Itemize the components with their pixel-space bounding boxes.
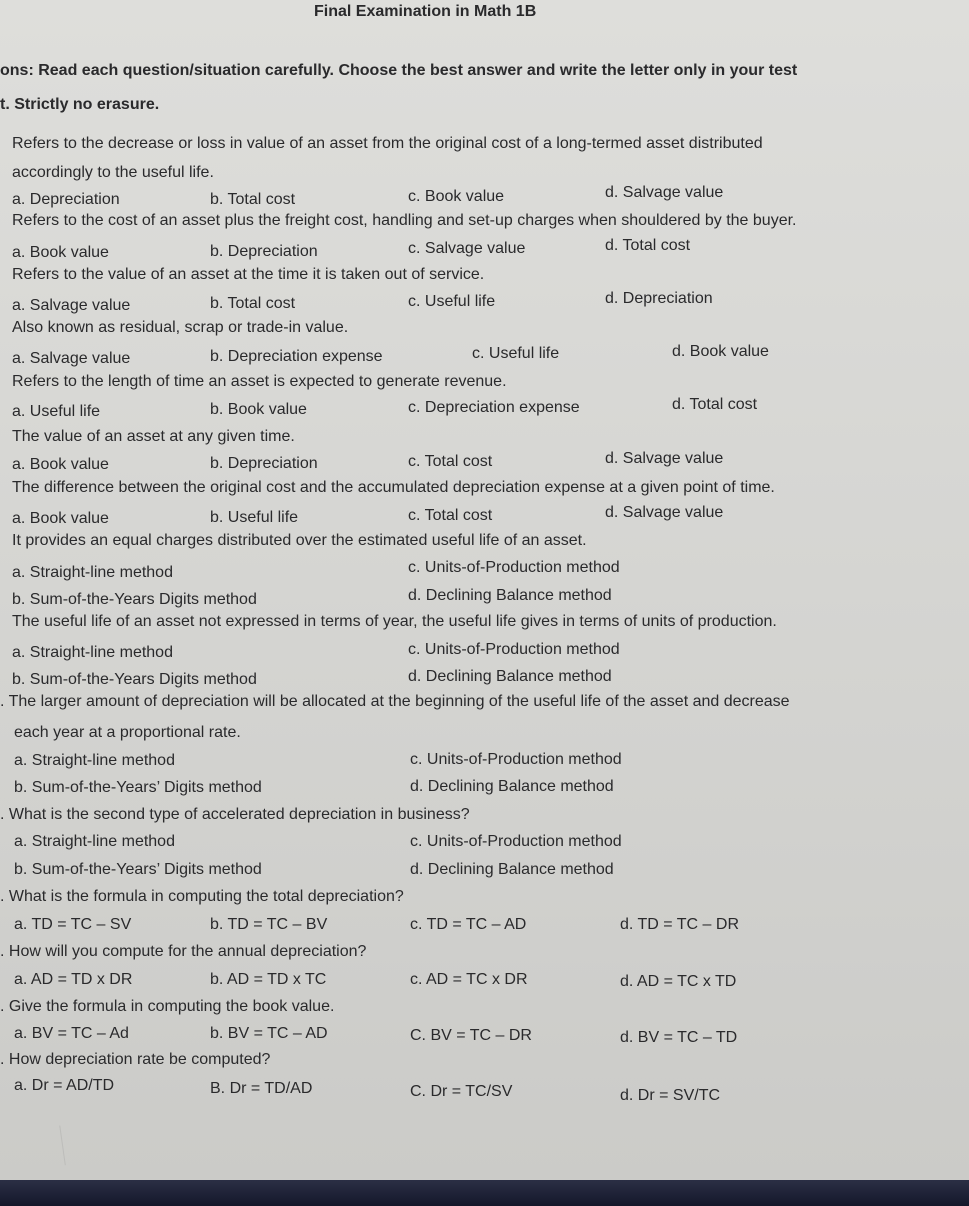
option-c: c. AD = TC x DR (410, 971, 528, 988)
question-stem: each year at a proportional rate. (14, 724, 241, 741)
option-b: b. Total cost (210, 295, 296, 312)
question-stem: . How depreciation rate be computed? (0, 1051, 271, 1068)
page-title: Final Examination in Math 1B (314, 3, 537, 20)
option-d: d. Declining Balance method (410, 861, 614, 878)
option-b: b. Sum-of-the-Years Digits method (12, 591, 257, 608)
option-d: d. Total cost (605, 237, 691, 254)
option-b: b. Sum-of-the-Years’ Digits method (14, 861, 262, 878)
option-c: c. Units-of-Production method (410, 833, 622, 850)
option-d: d. TD = TC – DR (620, 916, 739, 933)
question-stem: Refers to the cost of an asset plus the freight cost, handling and set-up charges when shouldered by the buyer. (12, 212, 797, 229)
option-c: C. BV = TC – DR (410, 1027, 532, 1044)
option-a: a. Salvage value (12, 350, 131, 367)
option-c: c. Useful life (408, 293, 496, 310)
option-b: b. Depreciation (210, 243, 318, 260)
option-a: a. Depreciation (12, 191, 120, 208)
option-c: c. Book value (408, 188, 505, 205)
option-a: a. Salvage value (12, 297, 131, 314)
option-d: d. AD = TC x TD (620, 973, 737, 990)
option-a: a. Straight-line method (14, 833, 175, 850)
question-stem: . What is the second type of accelerated depreciation in business? (0, 806, 470, 823)
question-stem: The difference between the original cost and the accumulated depreciation expense at a given point of time. (12, 479, 775, 496)
option-a: a. Straight-line method (14, 752, 175, 769)
option-c: c. Total cost (408, 507, 493, 524)
option-c: c. Units-of-Production method (408, 641, 620, 658)
question-stem: . Give the formula in computing the book value. (0, 998, 335, 1015)
question-stem: . How will you compute for the annual depreciation? (0, 943, 367, 960)
option-b: b. TD = TC – BV (210, 916, 328, 933)
instructions-line-2: t. Strictly no erasure. (0, 96, 160, 113)
question-stem: The useful life of an asset not expressed in terms of year, the useful life gives in terms of units of production. (12, 613, 777, 630)
question-stem: . What is the formula in computing the total depreciation? (0, 888, 404, 905)
option-b: B. Dr = TD/AD (210, 1080, 313, 1097)
option-b: b. Useful life (210, 509, 299, 526)
option-c: c. Salvage value (408, 240, 526, 257)
option-a: a. Straight-line method (12, 564, 173, 581)
option-b: b. Sum-of-the-Years’ Digits method (14, 779, 262, 796)
option-d: d. BV = TC – TD (620, 1029, 738, 1046)
option-c: C. Dr = TC/SV (410, 1083, 513, 1100)
option-d: d. Declining Balance method (408, 587, 612, 604)
option-a: a. Book value (12, 456, 109, 473)
option-d: d. Salvage value (605, 504, 724, 521)
option-c: c. TD = TC – AD (410, 916, 527, 933)
option-a: a. Book value (12, 244, 109, 261)
bottom-edge-strip (0, 1180, 969, 1206)
option-d: d. Declining Balance method (408, 668, 612, 685)
question-stem: Refers to the value of an asset at the time it is taken out of service. (12, 266, 485, 283)
pen-mark (59, 1125, 71, 1166)
option-a: a. AD = TD x DR (14, 971, 133, 988)
option-b: b. AD = TD x TC (210, 971, 327, 988)
option-b: b. Depreciation expense (210, 348, 383, 365)
option-d: d. Book value (672, 343, 769, 360)
question-stem: . The larger amount of depreciation will be allocated at the beginning of the useful life of the asset and decrease (0, 693, 790, 710)
option-c: c. Useful life (472, 345, 560, 362)
question-stem: accordingly to the useful life. (12, 164, 214, 181)
option-d: d. Dr = SV/TC (620, 1087, 721, 1104)
instructions-line-1: ons: Read each question/situation carefully. Choose the best answer and write the letter only in your test (0, 62, 798, 79)
option-d: d. Depreciation (605, 290, 713, 307)
option-c: c. Depreciation expense (408, 399, 580, 416)
option-a: a. Straight-line method (12, 644, 173, 661)
question-stem: Refers to the decrease or loss in value of an asset from the original cost of a long-termed asset distributed (12, 135, 763, 152)
question-stem: Refers to the length of time an asset is expected to generate revenue. (12, 373, 507, 390)
option-b: b. Sum-of-the-Years Digits method (12, 671, 257, 688)
option-a: a. TD = TC – SV (14, 916, 132, 933)
option-d: d. Declining Balance method (410, 778, 614, 795)
option-d: d. Salvage value (605, 184, 724, 201)
option-a: a. Useful life (12, 403, 101, 420)
option-b: b. Depreciation (210, 455, 318, 472)
option-d: d. Total cost (672, 396, 758, 413)
option-a: a. Dr = AD/TD (14, 1077, 115, 1094)
option-a: a. Book value (12, 510, 109, 527)
question-stem: It provides an equal charges distributed over the estimated useful life of an asset. (12, 532, 587, 549)
option-b: b. Total cost (210, 191, 296, 208)
option-d: d. Salvage value (605, 450, 724, 467)
option-b: b. BV = TC – AD (210, 1025, 328, 1042)
question-stem: Also known as residual, scrap or trade-in value. (12, 319, 349, 336)
question-stem: The value of an asset at any given time. (12, 428, 295, 445)
option-c: c. Total cost (408, 453, 493, 470)
option-c: c. Units-of-Production method (410, 751, 622, 768)
option-c: c. Units-of-Production method (408, 559, 620, 576)
option-b: b. Book value (210, 401, 307, 418)
option-a: a. BV = TC – Ad (14, 1025, 129, 1042)
